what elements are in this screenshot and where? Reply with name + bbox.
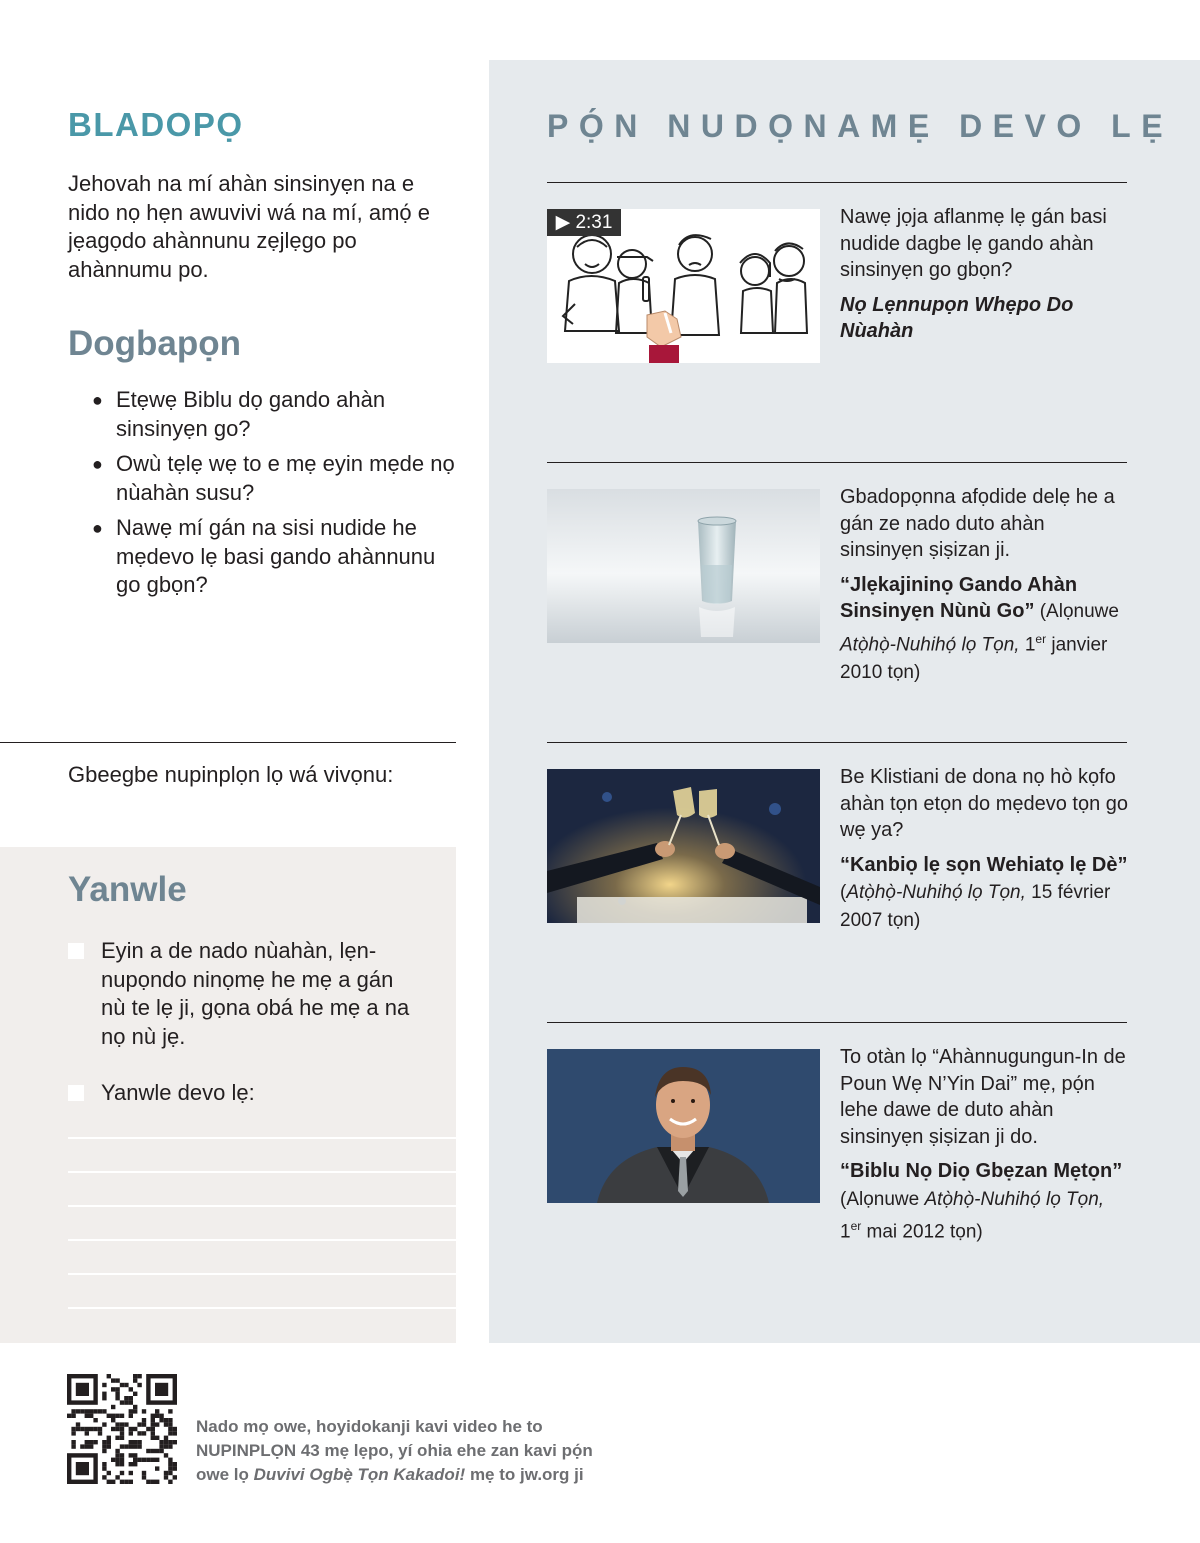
article-thumbnail[interactable] — [547, 769, 820, 923]
footer-note: Nado mọ owe, hoyidokanji kavi video he to NUPINPLỌN 43 mẹ lẹpo, yí ohia ehe zan kavi pọ́n owe lọ Duvivi Ogbẹ̀ Tọn Kakadoi! mẹ to jw.org ji — [196, 1417, 593, 1484]
review-question: ● Owù tẹlẹ wẹ to e mẹ eyin mẹde nọ nùahàn susu? — [92, 451, 455, 505]
explore-question: To otàn lọ “Ahànnugungun-In de Poun Wẹ N’Yin Dai” mẹ, pọ́n lehe dawe de duto ahàn sinsinyẹn ṣiṣizan ji do. — [840, 1046, 1126, 1148]
goal-checkbox[interactable] — [68, 943, 84, 959]
write-in-line[interactable] — [68, 1239, 456, 1241]
bullet-icon: ● — [92, 454, 103, 474]
publication-name: Atọ̀họ̀-Nuhihọ́ lọ Tọn, — [840, 634, 1020, 656]
review-question: ● Etẹwẹ Biblu dọ gando ahàn sinsinyẹn go? — [92, 387, 386, 441]
champagne-toast-image — [547, 769, 820, 923]
summary-title: BLADOPỌ — [68, 106, 244, 143]
article-thumbnail[interactable] — [547, 1049, 820, 1203]
summary-text: Jehovah na mí ahàn sinsinyẹn na e nido nọ hẹn awuvivi wá na mí, amọ́ e jẹagọdo ahànnunu zẹjlẹgo po ahànnumu po. — [68, 171, 430, 282]
smiling-man-portrait-image — [547, 1049, 820, 1203]
goal-item-text: Yanwle devo lẹ: — [101, 1080, 255, 1105]
divider — [547, 182, 1127, 183]
explore-item-text: To otàn lọ “Ahànnugungun-In de Poun Wẹ N’Yin Dai” mẹ, pọ́n lehe dawe de duto ahàn sinsinyẹn ṣiṣizan ji do. “Biblu Nọ Diọ Gbẹzan Mẹtọn” (Alọnuwe Atọ̀họ̀-Nuhihọ́ lọ Tọn, 1er mai 2012 tọn) — [840, 1044, 1132, 1246]
video-thumbnail[interactable] — [547, 209, 820, 363]
write-in-line[interactable] — [68, 1273, 456, 1275]
goal-prompt: Gbeegbe nupinplọn lọ wá vivọnu: — [68, 762, 394, 787]
goal-item-text: Eyin a de nado nùahàn, lẹn-nupọndo ninọmẹ he mẹ a gán nù te lẹ ji, gọna obá he mẹ a na nọ nù jẹ. — [101, 938, 410, 1049]
publication-name: Atọ̀họ̀-Nuhihọ́ lọ Tọn, — [924, 1188, 1105, 1210]
explore-reference-title[interactable]: “Biblu Nọ Diọ Gbẹzan Mẹtọn” — [840, 1160, 1123, 1182]
write-in-line[interactable] — [68, 1205, 456, 1207]
explore-question: Gbadopọnna afọdide delẹ he a gán ze nado duto ahàn sinsinyẹn ṣiṣizan ji. — [840, 486, 1115, 561]
glass-of-water-image — [547, 489, 820, 643]
article-thumbnail[interactable] — [547, 489, 820, 643]
explore-reference-title[interactable]: “Kanbiọ lẹ sọn Wehiatọ lẹ Dè” — [840, 853, 1128, 876]
video-duration: ▶ 2:31 — [547, 209, 621, 236]
explore-question: Be Klistiani de dona nọ hò kọfo ahàn tọn etọn do mẹdevo tọn go wẹ ya? — [840, 766, 1129, 841]
goals-title: Yanwle — [68, 870, 187, 909]
bullet-icon: ● — [92, 390, 103, 410]
divider — [547, 462, 1127, 463]
qr-code-icon[interactable] — [67, 1374, 177, 1484]
explore-title: PỌ́N NUDỌNAMẸ DEVO LẸ — [547, 108, 1174, 144]
write-in-line[interactable] — [68, 1307, 456, 1309]
explore-reference-title[interactable]: Nọ Lẹnnupọn Whẹpo Do Nùahàn — [840, 293, 1074, 342]
review-title: Dogbapọn — [68, 324, 242, 363]
explore-question: Nawẹ jọja aflanmẹ lẹ gán basi nudide dagbe lẹ gando ahàn sinsinyẹn go gbọn? — [840, 206, 1107, 281]
explore-reference-title[interactable]: “Jlẹkajininọ Gando Ahàn Sinsinyẹn Nùnù Go” — [840, 573, 1078, 622]
explore-item-text: Be Klistiani de dona nọ hò kọfo ahàn tọn etọn do mẹdevo tọn go wẹ ya? “Kanbiọ lẹ sọn Wehiatọ lẹ Dè” (Atọ̀họ̀-Nuhihọ́ lọ Tọn, 15 février 2007 tọn) — [840, 764, 1132, 934]
explore-item-text: Gbadopọnna afọdide delẹ he a gán ze nado duto ahàn sinsinyẹn ṣiṣizan ji. “Jlẹkajininọ Gando Ahàn Sinsinyẹn Nùnù Go” (Alọnuwe Atọ̀họ̀-Nuhihọ́ lọ Tọn, 1er janvier 2010 tọn) — [840, 484, 1132, 686]
publication-name: Atọ̀họ̀-Nuhihọ́ lọ Tọn, — [846, 882, 1026, 903]
write-in-line[interactable] — [68, 1171, 456, 1173]
bullet-icon: ● — [92, 518, 103, 538]
divider — [547, 742, 1127, 743]
review-questions — [92, 386, 462, 607]
explore-item-text — [840, 204, 1132, 345]
review-question: ● Nawẹ mí gán na sisi nudide he mẹdevo lẹ basi gando ahànnunu go gbọn? — [92, 515, 436, 597]
goal-checkbox[interactable] — [68, 1085, 84, 1101]
divider — [0, 742, 456, 743]
divider — [547, 1022, 1127, 1023]
book-title: Duvivi Ogbẹ̀ Tọn Kakadoi! — [253, 1465, 466, 1484]
write-in-line[interactable] — [68, 1137, 456, 1139]
